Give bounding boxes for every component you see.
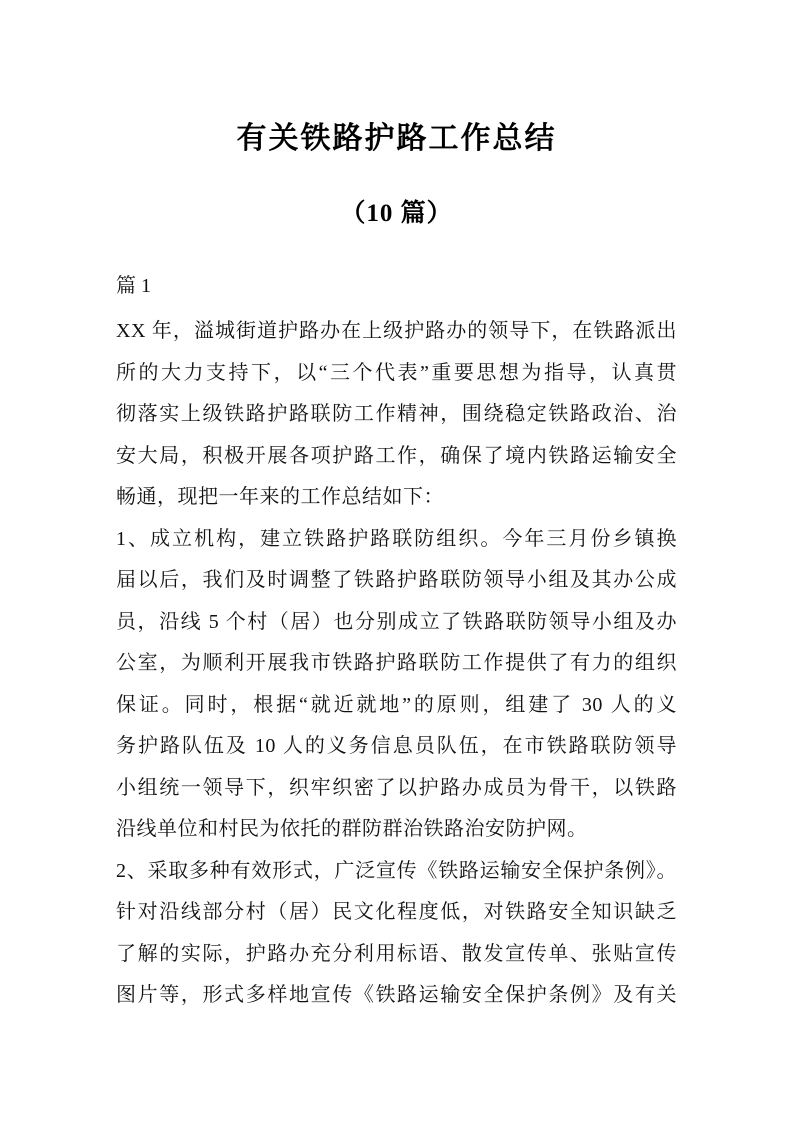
text-line: 畅通，现把一年来的工作总结如下： [116, 486, 444, 508]
text-line: 彻落实上级铁路护路联防工作精神，围绕稳定铁路政治、治 [116, 403, 677, 425]
text-line: 针对沿线部分村（居）民文化程度低，对铁路安全知识缺乏 [116, 901, 677, 923]
paragraph [116, 851, 677, 1017]
text-line: 小组统一领导下，织牢织密了以护路办成员为骨干，以铁路 [116, 776, 677, 799]
text-line: 2、采取多种有效形式，广泛宣传《铁路运输安全保护条例》。 [116, 859, 677, 882]
document-title: 有关铁路护路工作总结 [236, 122, 557, 155]
text-line: 图片等，形式多样地宣传《铁路运输安全保护条例》及有关 [116, 984, 677, 1006]
text-line: 1、成立机构，建立铁路护路联防组织。今年三月份乡镇换 [116, 527, 677, 550]
text-line: 届以后，我们及时调整了铁路护路联防领导小组及其办公成 [116, 569, 677, 591]
text-line: 所的大力支持下，以“三个代表”重要思想为指导，认真贯 [116, 361, 677, 384]
paragraph [116, 311, 677, 519]
text-line: XX 年，溢城街道护路办在上级护路办的领导下，在铁路派出 [116, 320, 677, 342]
document-body [116, 311, 677, 1017]
section-label: 篇 1 [116, 275, 151, 297]
text-line: 员，沿线 5 个村（居）也分别成立了铁路联防领导小组及办 [116, 610, 677, 633]
text-line: 沿线单位和村民为依托的群防群治铁路治安防护网。 [116, 818, 588, 840]
text-line: 务护路队伍及 10 人的义务信息员队伍，在市铁路联防领导 [116, 735, 677, 757]
text-line: 了解的实际，护路办充分利用标语、散发宣传单、张贴宣传 [116, 942, 677, 965]
text-line: 保证。同时，根据“就近就地”的原则，组建了 30 人的义 [116, 693, 677, 716]
text-line: 公室，为顺利开展我市铁路护路联防工作提供了有力的组织 [116, 652, 677, 674]
text-line: 安大局，积极开展各项护路工作，确保了境内铁路运输安全 [116, 444, 677, 467]
document-subtitle: （10 篇） [340, 200, 453, 227]
paragraph [116, 519, 677, 851]
